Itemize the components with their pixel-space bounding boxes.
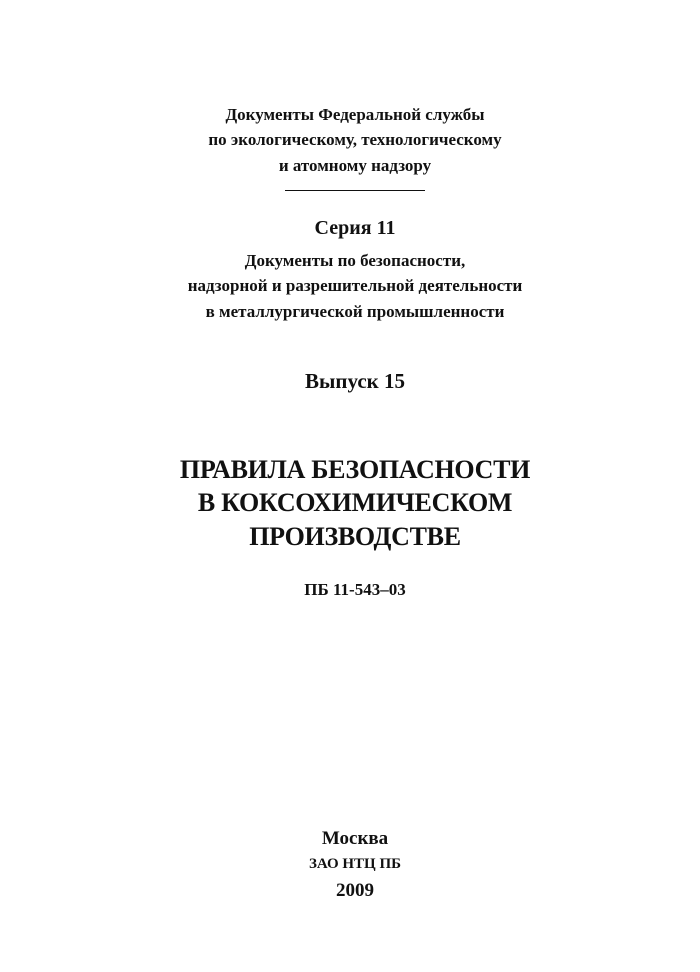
series-desc-line-2: надзорной и разрешительной деятельности xyxy=(187,276,523,295)
main-title-line-1: ПРАВИЛА БЕЗОПАСНОСТИ xyxy=(179,455,531,484)
agency-line-2: по экологическому, технологическому xyxy=(208,130,502,149)
publication-city: Москва xyxy=(321,828,389,849)
agency-line-3: и атомному надзору xyxy=(278,156,432,175)
series-desc-line-1: Документы по безопасности, xyxy=(244,251,466,270)
issue-number: Выпуск 15 xyxy=(304,369,406,393)
publisher-name: ЗАО НТЦ ПБ xyxy=(308,856,402,872)
agency-line-1: Документы Федеральной службы xyxy=(225,105,485,124)
series-title: Серия 11 xyxy=(314,217,396,239)
main-title-line-2: В КОКСОХИМИЧЕСКОМ xyxy=(197,488,513,517)
series-desc-line-3: в металлургической промышленности xyxy=(205,302,505,321)
document-code: ПБ 11-543–03 xyxy=(304,580,406,599)
header-divider xyxy=(285,190,425,191)
publication-year: 2009 xyxy=(336,880,374,901)
main-title-line-3: ПРОИЗВОДСТВЕ xyxy=(249,522,461,551)
